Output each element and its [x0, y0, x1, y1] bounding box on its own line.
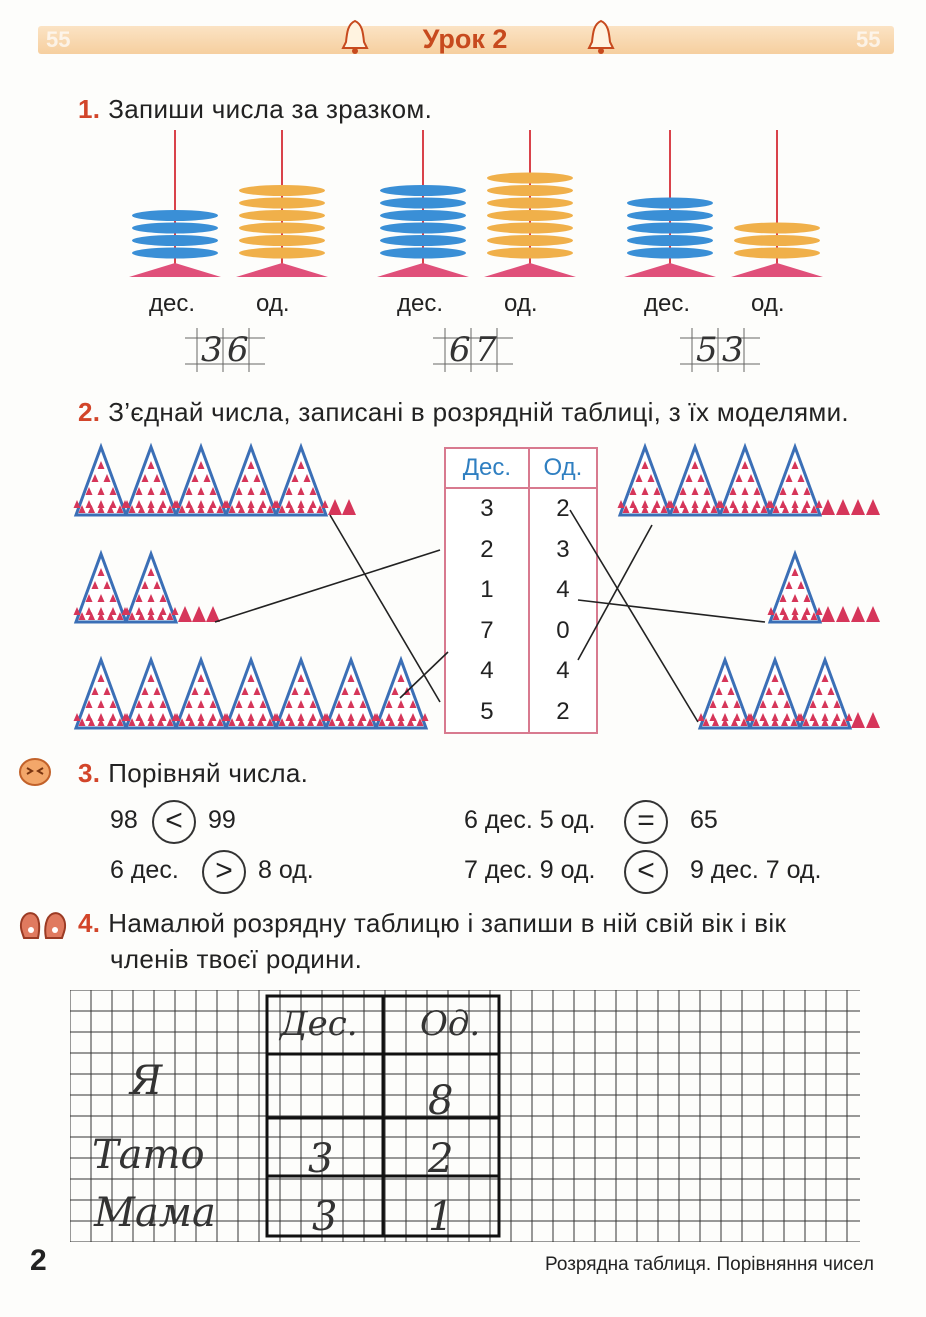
label-units: од.	[504, 290, 538, 317]
abacus-bead	[380, 185, 466, 196]
abacus-bead	[239, 210, 325, 221]
table-header-tens: Дес.	[445, 448, 529, 488]
abacus-bead	[239, 248, 325, 259]
cell-tens: 5	[445, 692, 529, 734]
abacus-bead	[734, 235, 820, 246]
abacus-bead	[627, 235, 713, 246]
table-header-units: Од.	[529, 448, 597, 488]
task4-heading	[78, 908, 888, 939]
cell-tens: 2	[445, 530, 529, 571]
compare-sign[interactable]: <	[152, 800, 196, 844]
connection-line	[578, 600, 765, 622]
abacus-base	[129, 263, 221, 277]
bell-icon	[340, 18, 370, 56]
label-tens: дес.	[644, 290, 691, 317]
cell-units: 4	[529, 651, 597, 692]
footer-topic: Розрядна таблиця. Порівняння чисел	[545, 1254, 874, 1275]
abacus-bead	[380, 210, 466, 221]
abacus-bead	[487, 198, 573, 209]
abacus-models	[0, 125, 926, 285]
written-digit: 5	[696, 330, 718, 370]
compare-sign[interactable]: =	[624, 800, 668, 844]
label-units: од.	[751, 290, 785, 317]
compare-right: 9 дес. 7 од.	[690, 856, 822, 884]
abacus-bead	[239, 185, 325, 196]
connection-line	[570, 510, 698, 722]
abacus-bead	[487, 185, 573, 196]
lesson-title: Урок 2	[422, 24, 508, 54]
bell-icon	[586, 18, 616, 56]
handwritten-tens: 3	[308, 1136, 334, 1182]
task4-text-line1: Намалюй розрядну таблицю і запиши в ній свій вік і вік	[108, 908, 787, 938]
task3-text: Порівняй числа.	[108, 758, 309, 788]
task2-text: З’єднай числа, записані в розрядній таблиці, з їх моделями.	[108, 397, 849, 427]
compare-right: 65	[690, 806, 718, 834]
connection-line	[330, 515, 440, 702]
cell-units: 4	[529, 570, 597, 611]
task1-text: Запиши числа за зразком.	[108, 94, 433, 124]
task3-number: 3.	[78, 758, 101, 788]
comparison-row	[464, 854, 822, 887]
written-number	[433, 328, 513, 372]
cell-tens: 4	[445, 651, 529, 692]
abacus-bead	[487, 173, 573, 184]
task2-heading	[78, 397, 849, 428]
written-digit: 6	[449, 330, 471, 370]
handwritten-header-units: Од.	[420, 1004, 481, 1044]
mittens-icon	[16, 904, 70, 946]
smiley-icon	[18, 757, 52, 787]
label-units: од.	[256, 290, 290, 317]
written-digit: 7	[475, 330, 497, 370]
abacus-base	[377, 263, 469, 277]
abacus-bead	[487, 248, 573, 259]
written-digit: 3	[201, 330, 223, 370]
compare-left: 6 дес. 5 од.	[464, 806, 596, 834]
cell-tens: 1	[445, 570, 529, 611]
abacus-base	[484, 263, 576, 277]
abacus-bead	[132, 223, 218, 234]
handwritten-header-tens: Дес.	[280, 1004, 358, 1044]
comparison-row	[110, 854, 314, 887]
corner-number-right: 55	[856, 27, 881, 52]
abacus-bead	[132, 235, 218, 246]
abacus-bead	[380, 248, 466, 259]
abacus-bead	[132, 248, 218, 259]
handwritten-name: Я	[130, 1058, 163, 1104]
task4-number: 4.	[78, 908, 101, 938]
corner-number-left: 55	[46, 27, 71, 52]
compare-right: 8 од.	[258, 856, 314, 884]
abacus-bead	[487, 210, 573, 221]
compare-right: 99	[208, 806, 236, 834]
label-tens: дес.	[149, 290, 196, 317]
abacus-bead	[627, 198, 713, 209]
task1-heading	[78, 94, 432, 125]
written-number	[680, 328, 760, 372]
written-digit: 3	[722, 330, 744, 370]
written-digit: 6	[227, 330, 249, 370]
handwritten-units: 8	[428, 1078, 454, 1124]
handwritten-units: 2	[428, 1136, 454, 1182]
abacus-bead	[239, 198, 325, 209]
abacus-bead	[132, 210, 218, 221]
cell-units: 3	[529, 530, 597, 571]
abacus-base	[731, 263, 823, 277]
handwritten-tens: 3	[312, 1194, 338, 1240]
abacus-bead	[627, 223, 713, 234]
abacus-bead	[627, 248, 713, 259]
label-tens: дес.	[397, 290, 444, 317]
handwritten-name: Мама	[94, 1190, 216, 1236]
task3-heading	[78, 758, 308, 789]
written-number	[185, 328, 265, 372]
abacus-bead	[239, 223, 325, 234]
cell-units: 0	[529, 611, 597, 652]
connection-line	[400, 652, 448, 698]
cell-units: 2	[529, 692, 597, 734]
abacus-bead	[380, 198, 466, 209]
abacus-bead	[380, 235, 466, 246]
abacus-bead	[239, 235, 325, 246]
task1-number: 1.	[78, 94, 101, 124]
handwritten-units: 1	[428, 1194, 454, 1240]
task4-text-line2: членів твоєї родини.	[110, 944, 363, 974]
compare-sign[interactable]: >	[202, 850, 246, 894]
connection-line	[215, 550, 440, 622]
cell-units: 2	[529, 488, 597, 530]
abacus-bead	[734, 248, 820, 259]
connection-line	[578, 525, 652, 660]
compare-left: 6 дес.	[110, 856, 179, 884]
abacus-bead	[380, 223, 466, 234]
abacus-bead	[487, 235, 573, 246]
page-number: 2	[30, 1244, 47, 1277]
compare-sign[interactable]: <	[624, 850, 668, 894]
cell-tens: 3	[445, 488, 529, 530]
abacus-bead	[487, 223, 573, 234]
abacus-base	[236, 263, 328, 277]
comparison-row	[464, 804, 718, 837]
abacus-bead	[734, 223, 820, 234]
compare-left: 7 дес. 9 од.	[464, 856, 596, 884]
abacus-bead	[627, 210, 713, 221]
connecting-lines	[0, 440, 926, 740]
handwritten-name: Тато	[92, 1132, 205, 1178]
abacus-base	[624, 263, 716, 277]
compare-left: 98	[110, 806, 138, 834]
comparison-row	[110, 804, 236, 837]
task2-number: 2.	[78, 397, 101, 427]
cell-tens: 7	[445, 611, 529, 652]
